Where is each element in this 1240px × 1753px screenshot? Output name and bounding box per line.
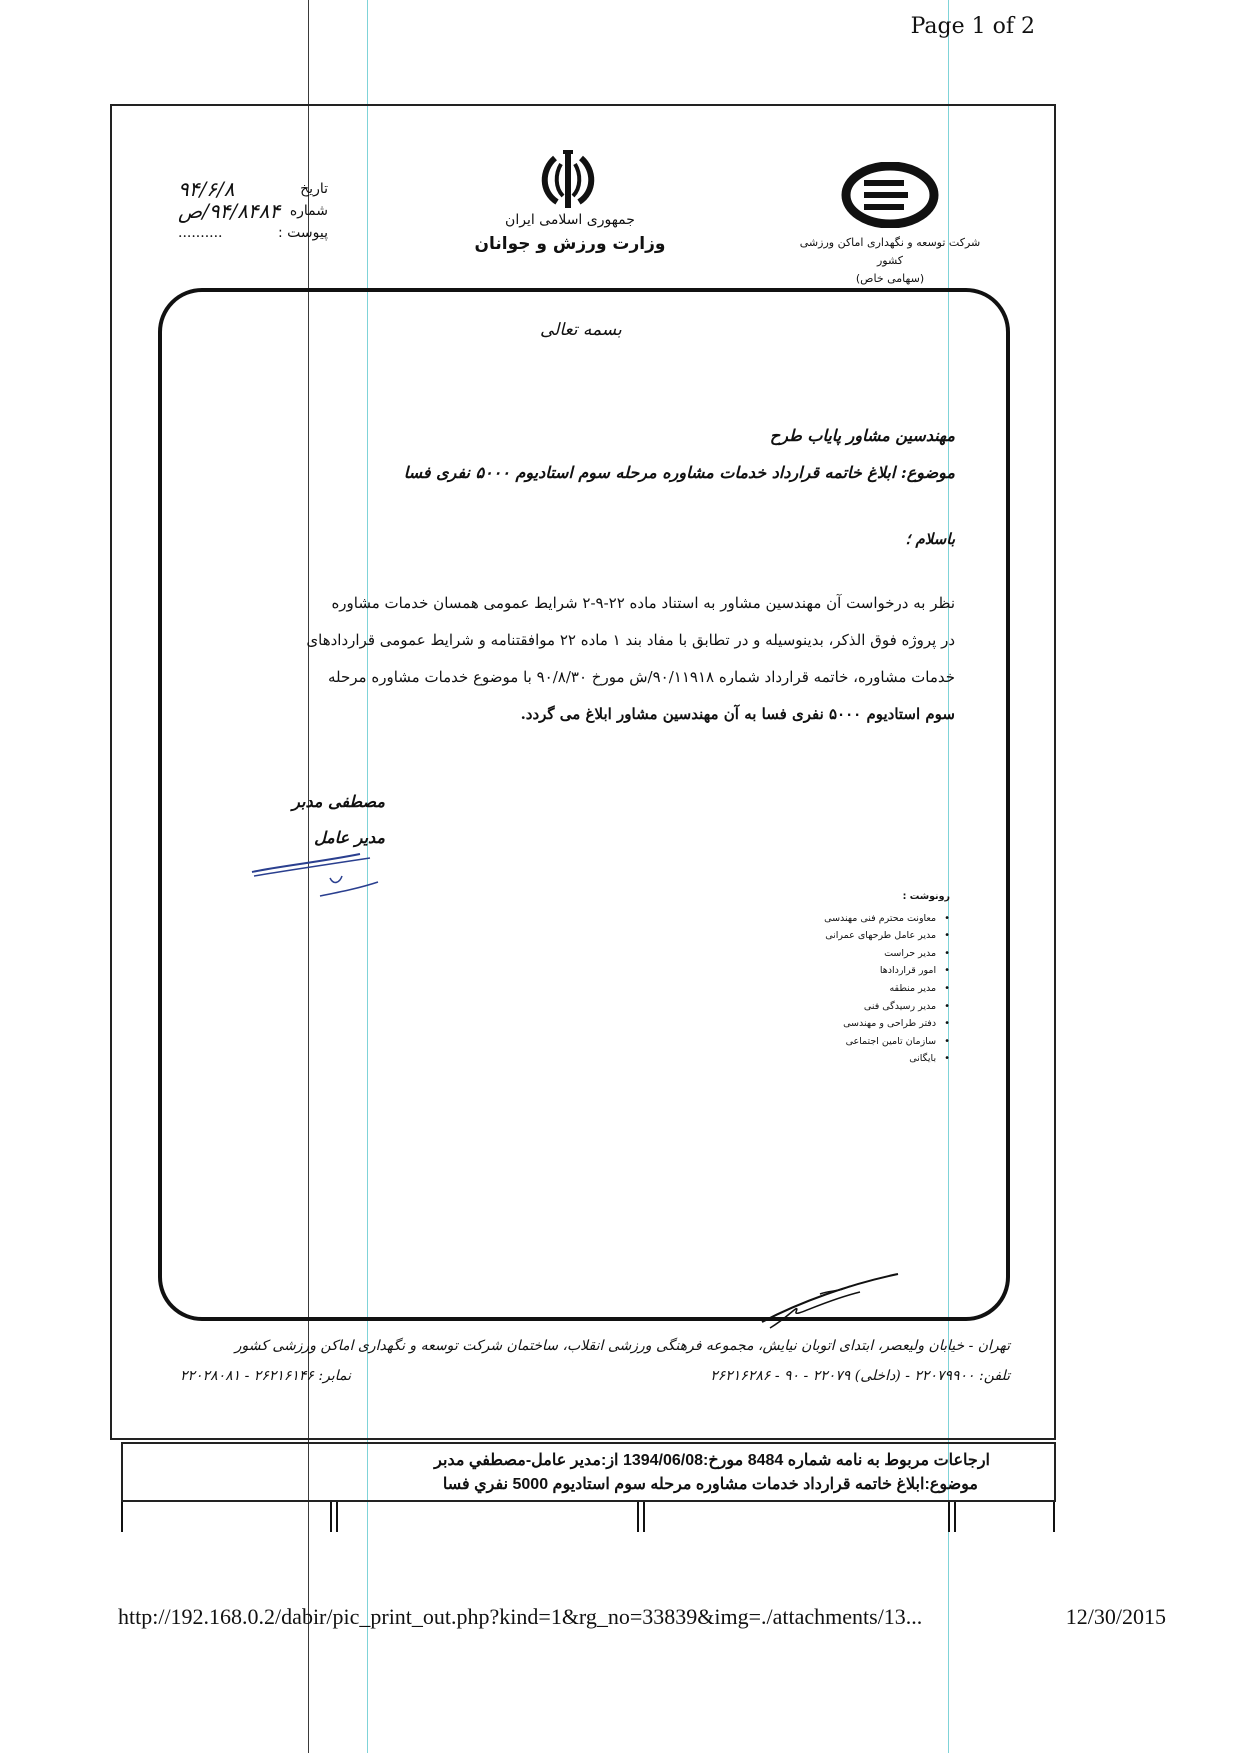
body-line: نظر به درخواست آن مهندسین مشاور به استناد ماده ۲۲-۹-۲ شرایط عمومی همسان خدمات مشاوره [331, 594, 955, 612]
date-value: ۹۴/۶/۸ [178, 177, 235, 201]
cc-item: • بایگانی [730, 1050, 950, 1068]
reference-line2: موضوع:ابلاغ خاتمه قرارداد خدمات مشاوره مرحله سوم استاديوم 5000 نفري فسا [442, 1476, 978, 1493]
bullet-icon: • [944, 912, 950, 924]
cc-item: • امور قراردادها [730, 962, 950, 980]
cc-item: • مدیر حراست [730, 945, 950, 963]
ministry-line1: جمهوری اسلامی ایران [505, 212, 635, 228]
cc-item: • سازمان تامین اجتماعی [730, 1033, 950, 1051]
address-line: تهران - خیابان ولیعصر، ابتدای اتوبان نیایش، مجموعه فرهنگی ورزشی انقلاب، ساختمان شرکت توسعه و نگهداری اماکن ورزشی کشور [234, 1338, 1010, 1354]
fax-numbers: نمابر: ۲۶۲۱۶۱۴۶ - ۲۲۰۲۸۰۸۱ [180, 1368, 351, 1384]
attachment-label: پیوست : [278, 225, 328, 241]
cc-label: رونوشت : [902, 891, 950, 902]
cc-item: • دفتر طراحی و مهندسی [730, 1015, 950, 1033]
letter-meta [178, 178, 328, 244]
footer-date: 12/30/2015 [1065, 1604, 1166, 1629]
reference-table-ticks [121, 1502, 1056, 1532]
bullet-icon: • [944, 930, 950, 942]
page-label: Page 1 of 2 [910, 14, 1035, 39]
cc-list [730, 888, 950, 1068]
subject: موضوع: ابلاغ خاتمه قرارداد خدمات مشاوره مرحله سوم استادیوم ۵۰۰۰ نفری فسا [403, 463, 955, 482]
cc-item: • مدیر رسیدگی فنی [730, 998, 950, 1016]
bullet-icon: • [944, 965, 950, 977]
bullet-icon: • [944, 1035, 950, 1047]
bullet-icon: • [944, 1000, 950, 1012]
number-value: ۹۴/۸۴۸۴/ص [178, 199, 281, 223]
pen-stroke-icon [760, 1272, 900, 1332]
signatory-title: مدیر عامل [314, 828, 385, 847]
basmala: بسمه تعالی [540, 320, 622, 340]
cc-item: • مدیر منطقه [730, 980, 950, 998]
attachment-value: .......... [178, 225, 223, 241]
bullet-icon: • [944, 982, 950, 994]
body-line: سوم استادیوم ۵۰۰۰ نفری فسا به آن مهندسین مشاور ابلاغ می گردد. [520, 705, 955, 723]
greeting: باسلام ؛ [905, 530, 955, 548]
number-label: شماره [289, 203, 328, 219]
ministry-header [440, 212, 700, 254]
company-name: شرکت توسعه و نگهداری اماکن ورزشی کشور [799, 236, 981, 267]
cc-item: • معاونت محترم فنی مهندسی [730, 910, 950, 928]
cc-item: • مدیر عامل طرحهای عمرانی [730, 927, 950, 945]
body-line: خدمات مشاوره، خاتمه قرارداد شماره ۹۰/۱۱۹۱۸/ش مورخ ۹۰/۸/۳۰ با موضوع خدمات مشاوره مرحله [328, 668, 955, 686]
ministry-line2: وزارت ورزش و جوانان [474, 234, 666, 254]
contact-row [180, 1361, 1010, 1391]
footer-url: http://192.168.0.2/dabir/pic_print_out.php?kind=1&rg_no=33839&img=./attachments/13... [118, 1604, 923, 1629]
date-label: تاریخ [300, 181, 328, 197]
bullet-icon: • [944, 947, 950, 959]
bullet-icon: • [944, 1053, 950, 1065]
company-header [790, 234, 990, 288]
signature-icon [250, 852, 380, 912]
body-line: در پروژه فوق الذکر، بدینوسیله و در تطابق با مفاد بند ۱ ماده ۲۲ موافقتنامه و شرایط عمومی قراردادهای [306, 631, 955, 649]
phone-numbers: تلفن: ۲۲۰۷۹۹۰۰ - (داخلی) ۲۲۰۷۹ - ۹۰ - ۲۶۲۱۶۲۸۶ [710, 1368, 1010, 1384]
reference-line1: ارجاعات مربوط به نامه شماره 8484 مورخ:1394/06/08 از:مدیر عامل-مصطفي مدبر [434, 1452, 990, 1469]
company-logo-icon [840, 162, 940, 228]
address-block [180, 1331, 1010, 1391]
recipient: مهندسین مشاور پایاب طرح [769, 426, 955, 445]
company-type: (سهامی خاص) [855, 272, 925, 285]
signatory-name: مصطفی مدبر [292, 792, 385, 811]
letter-body [215, 585, 955, 733]
bullet-icon: • [944, 1018, 950, 1030]
iran-emblem-icon [533, 144, 603, 214]
